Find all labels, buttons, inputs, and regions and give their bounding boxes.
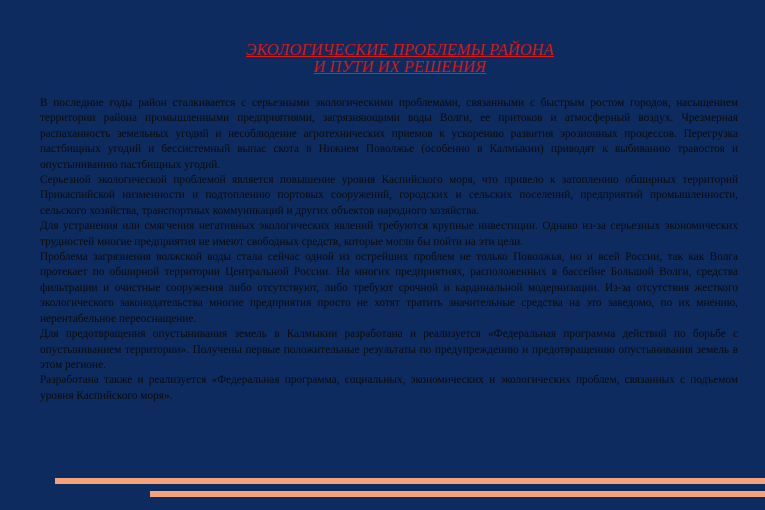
decorative-bar-upper xyxy=(55,478,765,484)
paragraph-volga-pollution: Проблема загрязнения волжской воды стала сейчас одной из острейших проблем не только Поволжья, но и всей России, так как Волга протекает по обширной территории Центральной России. На многих предприятиях, расположенных в бассейне Большой Волги, средства фильтрации и очистные сооружения либо отсутствуют, либо требуют срочной и кардинальной модернизации. Из-за отсутствия жесткого экологического законодательства многие предприятия просто не хотят тратить значительные средства на это заведомо, по их мнению, нерентабельное переоснащение. xyxy=(40,251,738,325)
body-text xyxy=(40,96,738,404)
decorative-bar-lower xyxy=(150,491,765,497)
paragraph-caspian-sea-level: Серьезной экологической проблемой является повышение уровня Каспийского моря, что привело к затоплению обширных территорий Прикаспийской низменности и подтоплению портовых сооружений, городских и сельских поселений, предприятий промышленности, сельского хозяйства, транспортных коммуникаций и других объектов народного хозяйства. xyxy=(40,174,738,217)
paragraph-ecological-problems: В последние годы район сталкивается с серьезными экологическими проблемами, связанными с быстрым ростом городов, насыщением территории района промышленными предприятиями, загрязняющими воды Волги, ее притоков и атмосферный воздух. Чрезмерная распаханность земельных угодий и несоблюдение агротехнических приемов к ускорению развития эрозионных процессов. Перегрузка пастбищных угодий и бессистемный выпас скота в Нижнем Поволжье (особенно в Калмыкии) приводят к выбиванию травостоя и опустыниванию пастбищных угодий. xyxy=(40,97,738,171)
paragraph-investments: Для устранения или смягчения негативных экологических явлений требуются крупные инвестиции. Однако из-за серьезных экономических трудностей многие предприятия не имеют свободных средств, которые могли бы пойти на эти цели. xyxy=(40,220,738,248)
paragraph-desertification: Для предотвращения опустынивания земель в Калмыкии разработана и реализуется «Федеральная программа действий по борьбе с опустыниванием территории». Получены первые положительные результаты по предупреждению и предотвращению опустынивания земель в этом регионе. xyxy=(40,328,738,371)
title-line-2: И ПУТИ ИХ РЕШЕНИЯ xyxy=(313,57,487,76)
title-line-1: ЭКОЛОГИЧЕСКИЕ ПРОБЛЕМЫ РАЙОНА xyxy=(246,40,554,59)
paragraph-federal-program: Разработана также и реализуется «Федеральная программа, социальных, экономических и экологических проблем, связанных с подъемом уровня Каспийского моря». xyxy=(40,374,738,402)
page-title xyxy=(130,41,670,75)
